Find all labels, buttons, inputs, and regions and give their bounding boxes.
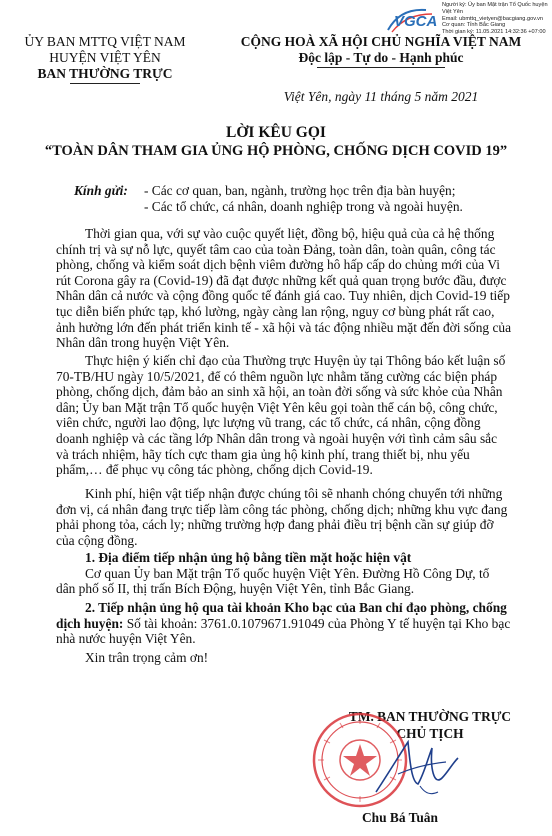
paragraph-line: Cơ quan Ủy ban Mặt trận Tổ quốc huyện Việt Yên. Đường Hồ Công Dự, tổ <box>85 565 490 581</box>
paragraph-line: 70-TB/HU ngày 10/5/2021, để có thêm nguồn lực nhằm tăng cường các biện pháp <box>56 368 498 384</box>
paragraph-line: Thời gian qua, với sự vào cuộc quyết liệt, đồng bộ, hiệu quả của cả hệ thống <box>85 226 495 241</box>
handwritten-signature <box>368 734 468 804</box>
signature-role-2: CHỦ TỊCH <box>396 726 464 741</box>
paragraph-3 <box>56 486 528 548</box>
paragraph-line: dân; Ủy ban Mặt trận Tổ quốc huyện Việt Yên kêu gọi toàn thể cán bộ, công chức, <box>56 399 498 415</box>
section-2-heading-tail: dịch huyện: <box>56 615 124 631</box>
document-subtitle: “TOÀN DÂN THAM GIA ỦNG HỘ PHÒNG, CHỐNG DỊCH COVID 19” <box>44 143 508 159</box>
paragraph-line: doanh nghiệp và các tầng lớp Nhân dân trong và ngoài huyện với tình cảm sâu sắc <box>56 430 498 446</box>
signature-role-1: TM. BAN THƯỜNG TRỰC <box>348 709 512 724</box>
paragraph-line: chính trị và sự nỗ lực, quyết tâm cao của toàn Đảng, toàn dân, toàn quân, công tác <box>56 241 496 257</box>
section-2 <box>56 600 528 647</box>
recipient-item: - Các tổ chức, cá nhân, doanh nghiệp trong và ngoài huyện. <box>144 199 463 214</box>
signature-time: Thời gian ký: 11.05.2021 14:32:36 +07:00 <box>442 29 546 36</box>
closing-text: Xin trân trọng cảm ơn! <box>85 650 209 665</box>
nation-line-2: Độc lập - Tự do - Hạnh phúc <box>298 50 464 65</box>
paragraph-line: Nhân dân cả nước và cộng đồng quốc tế đánh giá cao. Tuy nhiên, dịch Covid-19 tiếp <box>56 288 510 304</box>
nation-line-1: CỘNG HOÀ XÃ HỘI CHỦ NGHĨA VIỆT NAM <box>240 34 522 49</box>
section-1-heading: 1. Địa điểm tiếp nhận ủng hộ bằng tiền mặt hoặc hiện vật <box>85 550 412 565</box>
paragraph-line: Thực hiện ý kiến chỉ đạo của Thường trực Huyện ủy tại Thông báo kết luận số <box>85 353 506 368</box>
paragraph-line: tục diễn biến phức tạp, khó lường, ngày càng lan rộng, nguy cơ bùng phát rất cao, <box>56 303 495 319</box>
organization-header <box>0 34 210 82</box>
paragraph-line: ảnh hưởng lớn đến phát triển kinh tế - xã hội và tác động nhiều mặt đến đời sống của <box>56 319 512 335</box>
digital-signature-info <box>442 2 552 36</box>
recipients <box>74 183 128 199</box>
recipient-item: - Các cơ quan, ban, ngành, trường học trên địa bàn huyện; <box>144 183 456 198</box>
paragraph-line: rút Corona gây ra (Covid-19) đã đạt được những kết quả quan trọng bước đầu, được <box>56 272 507 288</box>
vgca-logo <box>386 4 440 34</box>
paragraph-line: phòng, chống dịch, đảm bảo an sinh xã hội, an toàn đời sống và sức khỏe của Nhân <box>56 384 503 400</box>
account-info: Số tài khoản: 3761.0.1079671.91049 của Phòng Y tế huyện tại Kho bạc <box>123 615 511 631</box>
recipients-list <box>144 183 463 215</box>
document-title: LỜI KÊU GỌI <box>226 124 326 141</box>
nation-header <box>210 34 552 66</box>
paragraph-line: phải phong tỏa, cách ly; những trường hợp đang phải điều trị bệnh cần sự giúp đỡ <box>56 517 494 533</box>
paragraph-2 <box>56 353 528 478</box>
signature-signer: Người ký: Ủy ban Mặt trận Tổ Quốc huyện Việt Yên <box>442 2 548 15</box>
signature-agency: Cơ quan: Tỉnh Bắc Giang <box>442 22 506 29</box>
logo-text: VGCA <box>394 13 438 30</box>
paragraph-1 <box>56 226 528 351</box>
paragraph-line: đơn vị, cá nhân đang trực tiếp làm công tác phòng, chống dịch; những khu vực đang <box>56 501 508 517</box>
signer-name: Chu Bá Tuân <box>362 810 438 825</box>
org-line-1: ỦY BAN MTTQ VIỆT NAM <box>24 34 186 49</box>
paragraph-line: Nhân dân trong huyện Việt Yên. <box>56 335 230 351</box>
document-date: Việt Yên, ngày 11 tháng 5 năm 2021 <box>283 89 479 104</box>
org-line-2: HUYỆN VIỆT YÊN <box>49 50 161 65</box>
org-line-3: BAN THƯỜNG TRỰC <box>37 66 173 81</box>
paragraph-line: phẩm,… để phục vụ công tác phòng, chống dịch Covid-19. <box>56 462 373 478</box>
paragraph-line: nhà nước huyện Việt Yên. <box>56 631 196 647</box>
section-2-heading: 2. Tiếp nhận ủng hộ qua tài khoản Kho bạc của Ban chỉ đạo phòng, chống <box>85 600 507 615</box>
paragraph-line: dân phố số II, thị trấn Bích Động, huyện Việt Yên, tỉnh Bắc Giang. <box>56 581 415 597</box>
paragraph-line: Kinh phí, hiện vật tiếp nhận được chúng tôi sẽ nhanh chóng chuyển tới những <box>85 486 503 501</box>
paragraph-line: viên chức, người lao động, lực lượng vũ trang, các tổ chức, cá nhân, cộng đồng <box>56 415 481 431</box>
nation-divider <box>317 67 445 68</box>
paragraph-line: phòng, chống và kiểm soát dịch bệnh viêm đường hô hấp cấp do chủng mới của Vi <box>56 257 500 273</box>
paragraph-line <box>56 616 528 632</box>
signature-email: Email: ubmttq_vietyen@bacgiang.gov.vn <box>442 15 544 22</box>
paragraph-line: và trách nhiệm, hãy tích cực tham gia ủng hộ kinh phí, trang thiết bị, nhu yếu <box>56 446 470 462</box>
section-1 <box>56 550 528 597</box>
recipients-label: Kính gửi: <box>74 183 128 198</box>
org-divider <box>70 83 140 84</box>
paragraph-line: của cộng đồng. <box>56 532 138 548</box>
